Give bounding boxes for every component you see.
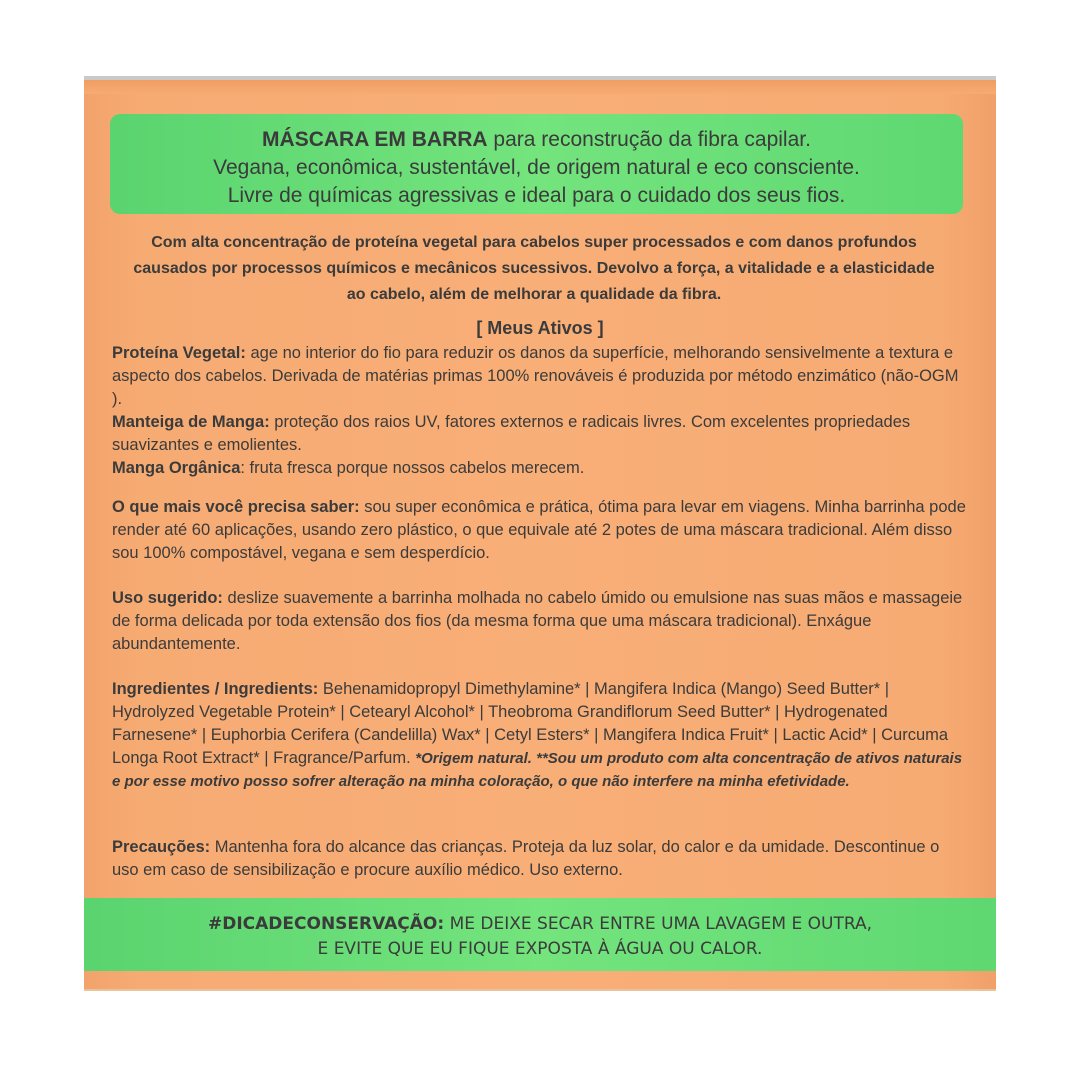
conservation-tip-panel bbox=[84, 898, 996, 971]
active-text: age no interior do fio para reduzir os danos da superfície, melhorando sensivelmente a textura e aspecto dos cabelos. Derivada de matérias primas 100% renováveis é produzida por método enzimático (não-OGM ). bbox=[112, 344, 959, 408]
usage-text: deslize suavemente a barrinha molhada no cabelo úmido ou emulsione nas suas mãos e massageie de forma delicada por toda extensão dos fios (da mesma forma que uma máscara tradicional). Enxágue abundantemente. bbox=[112, 589, 963, 653]
header-title bbox=[110, 126, 963, 154]
tip-line-1 bbox=[84, 912, 996, 937]
actives-section bbox=[112, 342, 968, 480]
header-line-3: Livre de químicas agressivas e ideal para o cuidado dos seus fios. bbox=[227, 184, 846, 207]
more-info-section bbox=[112, 496, 968, 565]
active-label: Proteína Vegetal: bbox=[112, 344, 246, 362]
header-title-rest: para reconstrução da fibra capilar. bbox=[487, 128, 811, 151]
active-item-protein bbox=[112, 342, 968, 411]
header-title-bold: MÁSCARA EM BARRA bbox=[262, 128, 488, 151]
active-text: : fruta fresca porque nossos cabelos merecem. bbox=[240, 459, 585, 477]
precautions-label: Precauções: bbox=[112, 838, 211, 856]
active-item-organic-mango bbox=[112, 457, 968, 480]
tip-line-2: E EVITE QUE EU FIQUE EXPOSTA À ÁGUA OU CALOR. bbox=[317, 939, 763, 959]
product-box bbox=[84, 76, 996, 991]
ingredients-note: *Origem natural. **Sou um produto com alta concentração de ativos naturais e por esse motivo posso sofrer alteração na minha coloração, o que não interfere na minha efetividade. bbox=[112, 750, 963, 790]
active-label: Manteiga de Manga: bbox=[112, 413, 270, 431]
header-line-2: Vegana, econômica, sustentável, de origem natural e eco consciente. bbox=[213, 156, 860, 179]
usage-section bbox=[112, 587, 968, 656]
ingredients-section bbox=[112, 678, 968, 793]
more-label: O que mais você precisa saber: bbox=[112, 498, 360, 516]
active-item-mango-butter bbox=[112, 411, 968, 457]
more-text: sou super econômica e prática, ótima para levar em viagens. Minha barrinha pode render até 60 aplicações, usando zero plástico, o que equivale até 2 potes de uma máscara tradicional. Além disso sou 100% compostável, vegana e sem desperdício. bbox=[112, 498, 966, 562]
ingredients-text: Behenamidopropyl Dimethylamine* | Mangifera Indica (Mango) Seed Butter* | Hydrolyzed Vegetable Protein* | Cetearyl Alcohol* | Theobroma Grandiflorum Seed Butter* | Hydrogenated Farnesene* | Euphorbia Cerifera (Candelilla) Wax* | Cetyl Esters* | Mangifera Indica Fruit* | Lactic Acid* | Curcuma Longa Root Extract* | Fragrance/Parfum. bbox=[112, 680, 949, 767]
usage-label: Uso sugerido: bbox=[112, 589, 223, 607]
precautions-text: Mantenha fora do alcance das crianças. Proteja da luz solar, do calor e da umidade. Descontinue o uso em caso de sensibilização e procure auxílio médico. Uso externo. bbox=[112, 838, 940, 879]
actives-title: [ Meus Ativos ] bbox=[476, 318, 604, 338]
intro-text: Com alta concentração de proteína vegetal para cabelos super processados e com danos profundos causados por processos químicos e mecânicos sucessivos. Devolvo a força, a vitalidade e a elasticidade ao cabelo, além de melhorar a qualidade da fibra. bbox=[133, 234, 935, 303]
active-label: Manga Orgânica bbox=[112, 459, 241, 477]
tip-line-1-rest: ME DEIXE SECAR ENTRE UMA LAVAGEM E OUTRA, bbox=[444, 914, 872, 934]
active-text: proteção dos raios UV, fatores externos e radicais livres. Com excelentes propriedades suavizantes e emolientes. bbox=[112, 413, 911, 454]
precautions-section bbox=[112, 836, 968, 882]
header-panel bbox=[110, 114, 963, 214]
tip-hashtag: #DICADECONSERVAÇÃO: bbox=[207, 914, 445, 934]
box-top-edge bbox=[84, 80, 996, 94]
ingredients-label: Ingredientes / Ingredients: bbox=[112, 680, 319, 698]
